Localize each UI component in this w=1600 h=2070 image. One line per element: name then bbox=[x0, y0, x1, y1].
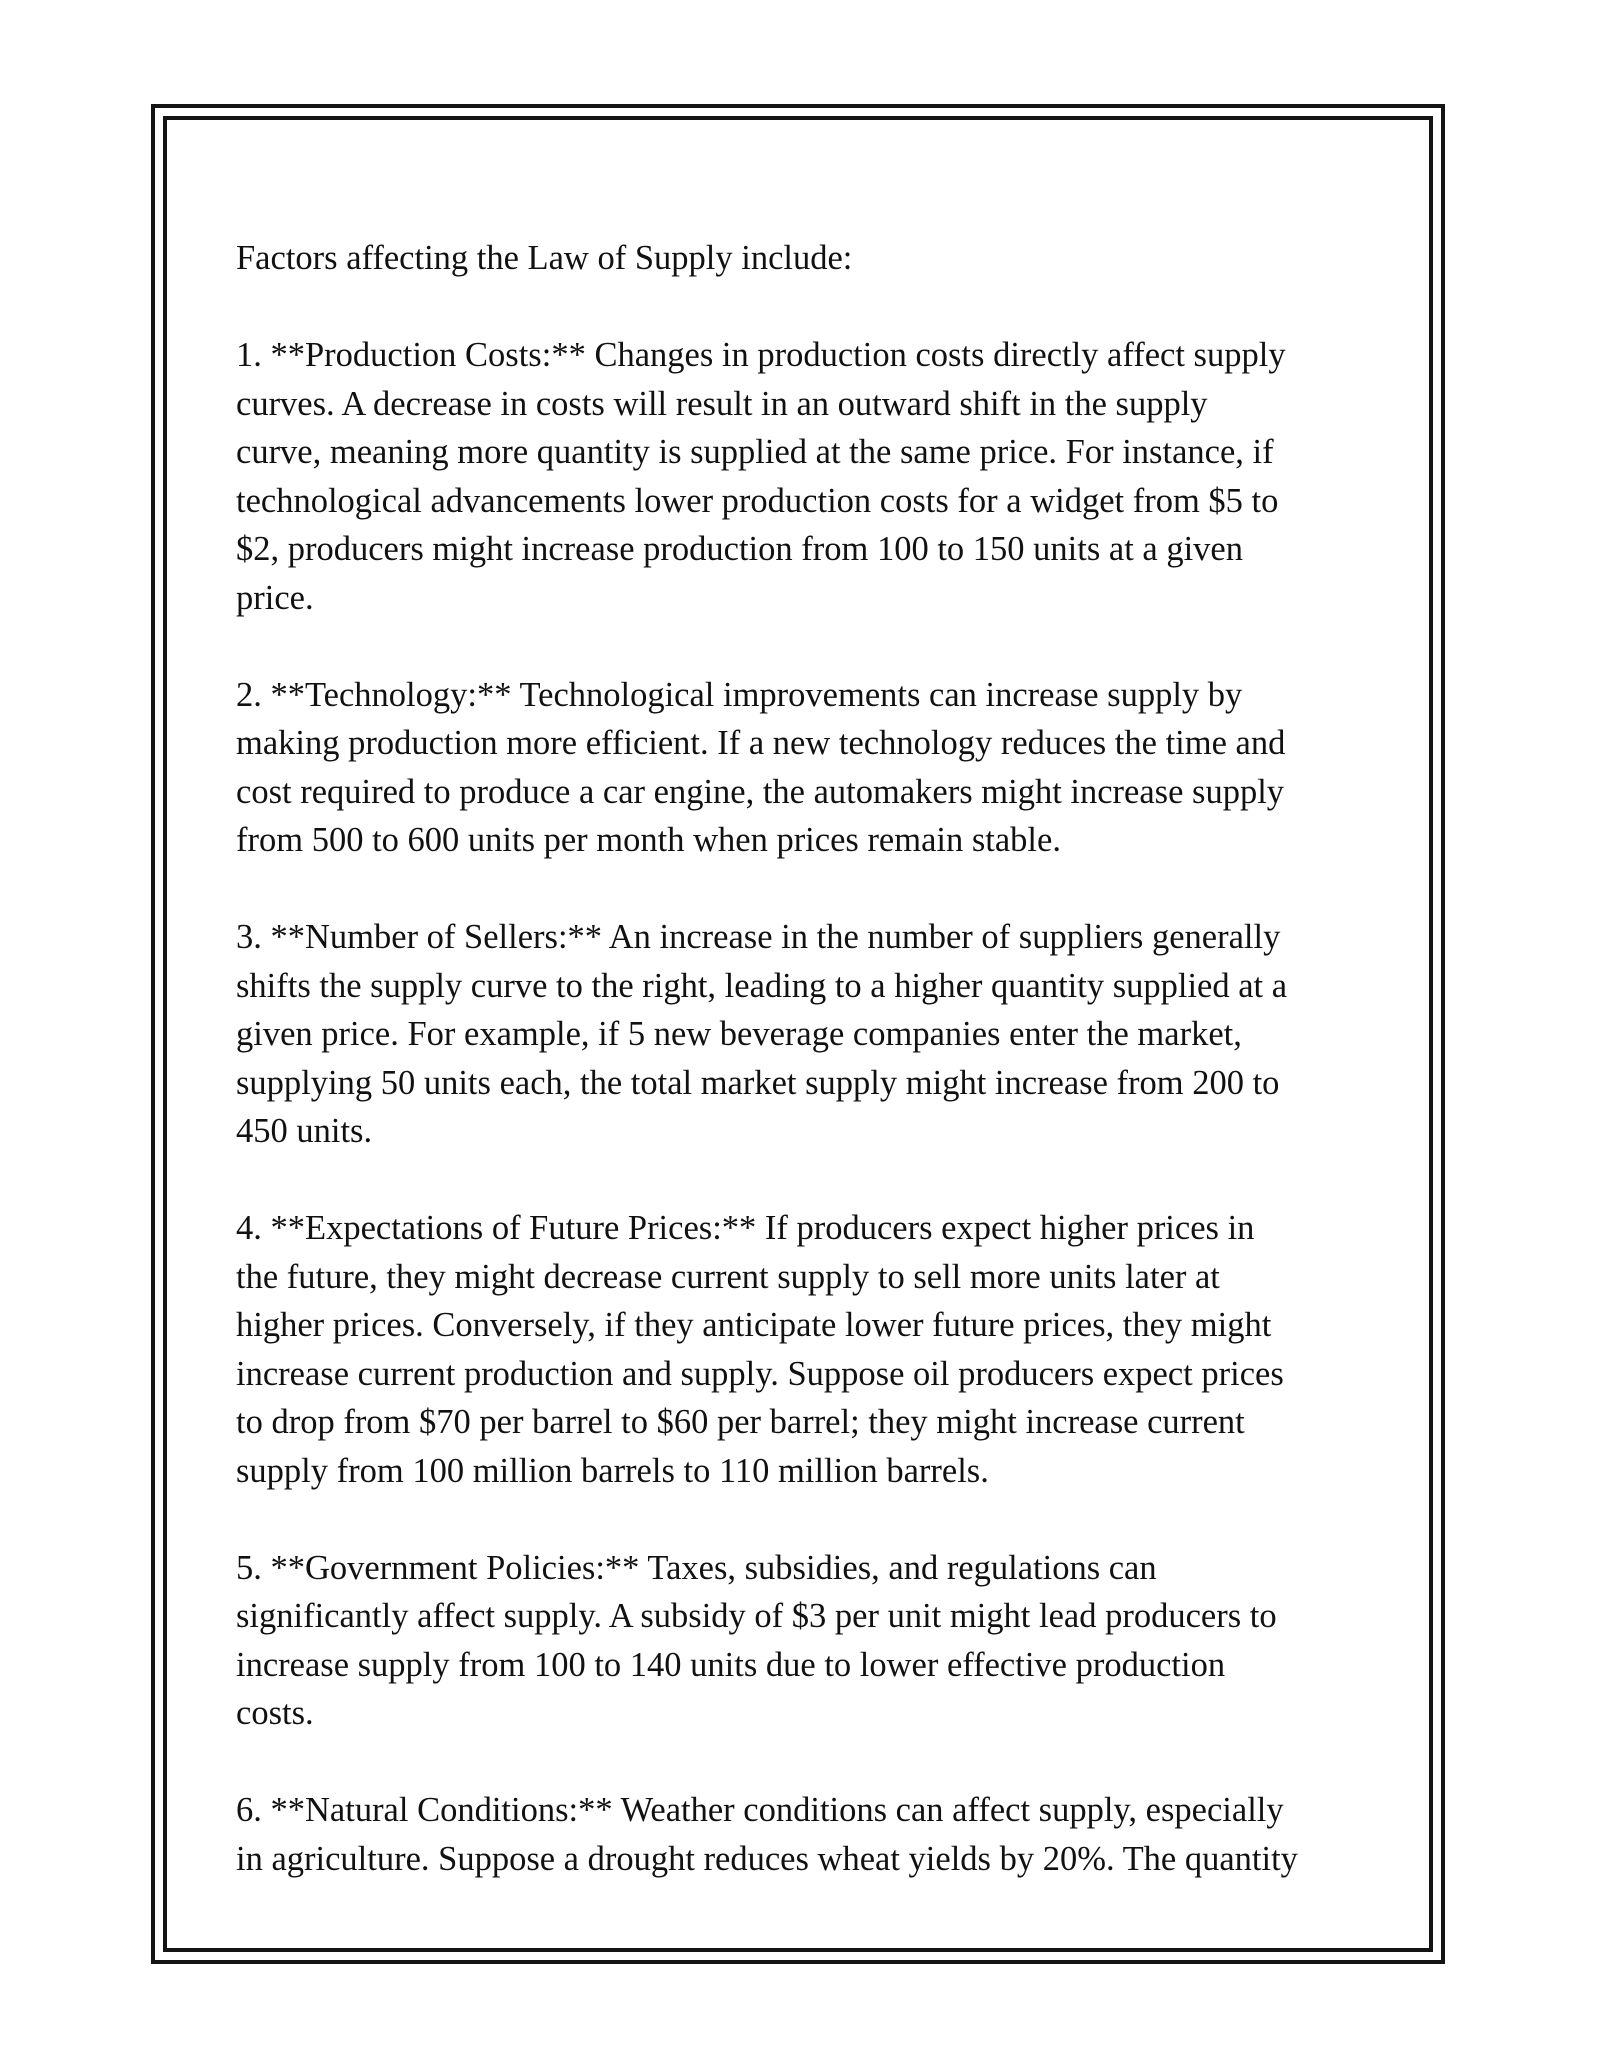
text-line: cost required to produce a car engine, the automakers might increase supply bbox=[236, 772, 1285, 811]
text-line: price. bbox=[236, 578, 314, 617]
text-line: technological advancements lower production costs for a widget from $5 to bbox=[236, 481, 1279, 520]
text-line: supplying 50 units each, the total market supply might increase from 200 to bbox=[236, 1063, 1280, 1102]
text-line: curve, meaning more quantity is supplied at the same price. For instance, if bbox=[236, 433, 1274, 471]
text-line: the future, they might decrease current supply to sell more units later at bbox=[236, 1257, 1220, 1296]
list-item-government-policies bbox=[236, 1544, 1376, 1738]
text-line: $2, producers might increase production from 100 to 150 units at a given bbox=[236, 530, 1243, 568]
text-line: supply from 100 million barrels to 110 million barrels. bbox=[236, 1451, 989, 1490]
list-item-expectations-of-future-prices bbox=[236, 1204, 1376, 1495]
text-line: from 500 to 600 units per month when prices remain stable. bbox=[236, 821, 1061, 859]
list-item-number-of-sellers bbox=[236, 913, 1376, 1156]
text-line: higher prices. Conversely, if they anticipate lower future prices, they might bbox=[236, 1306, 1272, 1344]
list-item-production-costs bbox=[236, 331, 1376, 622]
text-line: 2. **Technology:** Technological improvements can increase supply by bbox=[236, 675, 1243, 714]
text-line: to drop from $70 per barrel to $60 per barrel; they might increase current bbox=[236, 1403, 1245, 1441]
document-body bbox=[236, 234, 1376, 1932]
text-line: curves. A decrease in costs will result in an outward shift in the supply bbox=[236, 384, 1208, 423]
text-line: making production more efficient. If a new technology reduces the time and bbox=[236, 724, 1286, 762]
intro-text: Factors affecting the Law of Supply include: bbox=[236, 239, 853, 277]
text-line: costs. bbox=[236, 1694, 314, 1732]
text-line: increase current production and supply. Suppose oil producers expect prices bbox=[236, 1354, 1284, 1393]
text-line: given price. For example, if 5 new beverage companies enter the market, bbox=[236, 1015, 1242, 1053]
text-line: significantly affect supply. A subsidy of $3 per unit might lead producers to bbox=[236, 1597, 1277, 1635]
text-line: increase supply from 100 to 140 units due to lower effective production bbox=[236, 1645, 1226, 1684]
text-line: 1. **Production Costs:** Changes in production costs directly affect supply bbox=[236, 336, 1286, 374]
text-line: in agriculture. Suppose a drought reduces wheat yields by 20%. The quantity bbox=[236, 1839, 1298, 1878]
text-line: 4. **Expectations of Future Prices:** If producers expect higher prices in bbox=[236, 1209, 1255, 1247]
text-line: 6. **Natural Conditions:** Weather conditions can affect supply, especially bbox=[236, 1791, 1284, 1829]
text-line: 450 units. bbox=[236, 1112, 373, 1150]
text-line: 3. **Number of Sellers:** An increase in the number of suppliers generally bbox=[236, 918, 1281, 956]
list-item-natural-conditions bbox=[236, 1786, 1376, 1883]
text-line: 5. **Government Policies:** Taxes, subsidies, and regulations can bbox=[236, 1548, 1157, 1587]
text-line: shifts the supply curve to the right, leading to a higher quantity supplied at a bbox=[236, 966, 1288, 1005]
list-item-technology bbox=[236, 671, 1376, 865]
